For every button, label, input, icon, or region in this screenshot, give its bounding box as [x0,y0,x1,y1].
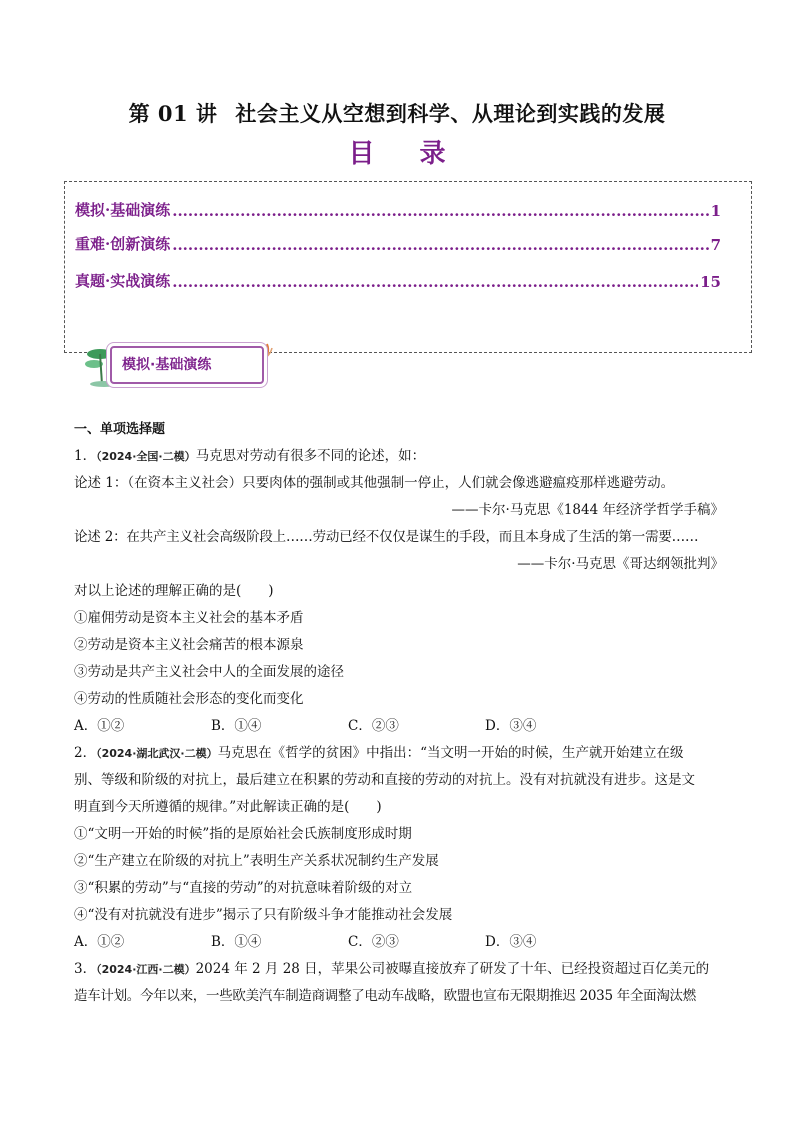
question-content [74,416,724,1010]
section-label: 一、单项选择题 [74,422,166,437]
lecture-title: 社会主义从空想到科学、从理论到实践的发展 [235,101,666,126]
option-a[interactable]: A．①② [74,934,125,950]
question-3-text: 造车计划。今年以来，一些欧美汽车制造商调整了电动车战略，欧盟也宣布无限期推迟 2035 年全面淘汰燃 [74,988,696,1004]
badge-label: 模拟·基础演练 [122,357,212,373]
statement-item: ④劳动的性质随社会形态的变化而变化 [74,691,304,707]
page-title [0,98,794,128]
statement-item: ③劳动是共产主义社会中人的全面发展的途径 [74,664,344,680]
option-b[interactable]: B．①④ [211,718,262,734]
question-source: （2024·全国·二模） [96,450,196,463]
statement-item: ④“没有对抗就没有进步”揭示了只有阶级斗争才能推动社会发展 [74,907,453,923]
toc-item-page: 1 [710,202,721,220]
toc-leader-dots [172,202,708,220]
toc-item-label: 真题·实战演练 [75,272,171,290]
option-c[interactable]: C．②③ [348,934,399,950]
citation-1: ——卡尔·马克思《1844 年经济学哲学手稿》 [451,502,724,518]
citation-2: ——卡尔·马克思《哥达纲领批判》 [517,556,724,572]
question-2-text: 别、等级和阶级的对抗上，最后建立在积累的劳动和直接的劳动的对抗上。没有对抗就没有进步。这是文 [74,772,695,788]
question-text: 马克思在《哲学的贫困》中指出：“当文明一开始的时候，生产就开始建立在级 [217,745,684,761]
toc-leader-dots [172,236,708,254]
toc-item-label: 模拟·基础演练 [75,201,171,219]
question-source: （2024·湖北武汉·二模） [96,747,218,760]
question-text: 马克思对劳动有很多不同的论述，如： [195,448,426,464]
question-2-stem [74,740,724,767]
toc-item-real-exam[interactable] [75,269,721,291]
quote-1: 论述 1：（在资本主义社会）只要肉体的强制或其他强制一停止，人们就会像逃避瘟疫那样逃避劳动。 [74,475,675,491]
option-b[interactable]: B．①④ [211,934,262,950]
toc-leader-dots [172,273,698,291]
toc-item-basic[interactable] [75,198,721,220]
option-a[interactable]: A．①② [74,718,125,734]
toc-item-label: 重难·创新演练 [75,235,171,253]
question-number: 1． [74,448,97,464]
option-c[interactable]: C．②③ [348,718,399,734]
toc-item-page: 7 [710,236,721,254]
question-number: 3． [74,961,97,977]
option-d[interactable]: D．③④ [485,934,537,950]
statement-item: ①“文明一开始的时候”指的是原始社会氏族制度形成时期 [74,826,412,842]
question-source: （2024·江西·二模） [96,963,196,976]
statement-item: ②劳动是资本主义社会痛苦的根本源泉 [74,637,304,653]
statement-item: ①雇佣劳动是资本主义社会的基本矛盾 [74,610,304,626]
question-3-stem [74,956,724,983]
statement-item: ②“生产建立在阶级的对抗上”表明生产关系状况制约生产发展 [74,853,439,869]
question-1-ask: 对以上论述的理解正确的是( ) [74,583,274,599]
question-1-options [74,713,724,740]
section-badge [82,340,282,388]
statement-item: ③“积累的劳动”与“直接的劳动”的对抗意味着阶级的对立 [74,880,413,896]
question-2-text: 明直到今天所遵循的规律。”对此解读正确的是( ) [74,799,382,815]
question-number: 2． [74,745,97,761]
toc-item-page: 15 [700,273,721,291]
table-of-contents [64,181,752,353]
quote-2: 论述 2：在共产主义社会高级阶段上……劳动已经不仅仅是谋生的手段，而且本身成了生活的第一需要…… [74,529,699,545]
question-text: 2024 年 2 月 28 日，苹果公司被曝直接放弃了研发了十年、已经投资超过百亿美元的 [195,961,710,977]
question-2-options [74,929,724,956]
toc-item-innovation[interactable] [75,232,721,254]
lecture-number: 第 01 讲 [128,101,218,126]
option-d[interactable]: D．③④ [485,718,537,734]
toc-heading: 目 录 [348,139,464,169]
question-1-stem [74,443,724,470]
